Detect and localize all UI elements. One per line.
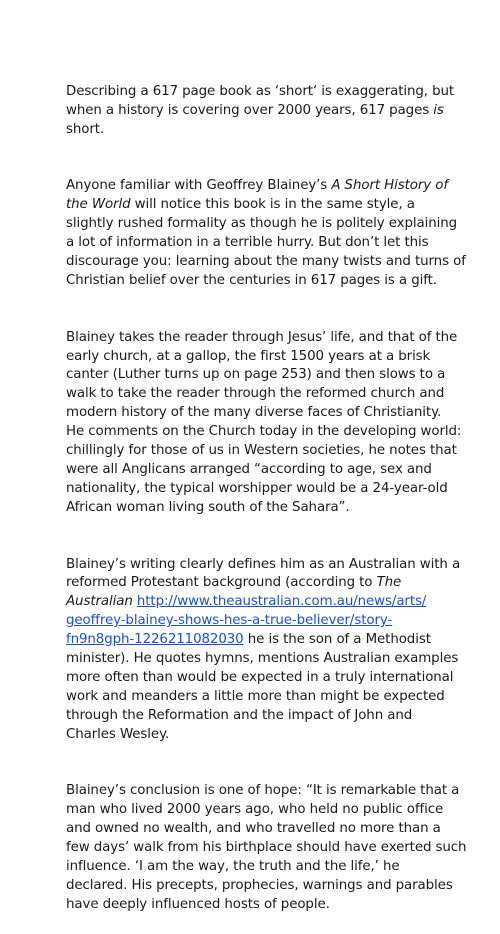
p4-text-b: he is the son of a Methodist minister). He quotes hymns, mentions Australian examples more often than would be expected in a truly international work and meanders a little more than might be expected through the Reformation and the impact of John and Charles Wesley. (66, 632, 459, 742)
paragraph-3 (66, 310, 500, 518)
paragraph-4 (66, 537, 500, 745)
p2-text-a: Anyone familiar with Geoffrey Blainey’s (66, 178, 332, 194)
p4-text-a: Blainey’s writing clearly defines him as an Australian with a reformed Protestant background (according to (66, 556, 461, 591)
article-link[interactable]: http://www.theaustralian.com.au/news/arts/ geoffrey-blainey-shows-hes-a-true-believer/story- fn9n8gph-1226211082030 (66, 594, 427, 648)
paragraph-1 (66, 64, 500, 140)
paragraph-2 (66, 159, 500, 291)
p2-italic-book-title: A Short History of the World (66, 178, 448, 213)
p1-text-a: Describing a 617 page book as ‘short‘ is exaggerating, but when a history is covering over 2000 years, 617 pages (66, 83, 455, 118)
p1-italic-is: is (433, 102, 444, 118)
p2-text-b: will notice this book is in the same style, a slightly rushed formality as though he is politely explaining a lot of information in a terrible hurry. But don’t let this discourage you: learning about the many twists and turns of Christian belief over the centuries in 617 pages is a gift. (66, 197, 466, 288)
document-page (66, 64, 500, 934)
p3-text: Blainey takes the reader through Jesus’ life, and that of the early church, at a gallop, the first 1500 years at a brisk canter (Luther turns up on page 253) and then slows to a walk to take the reader through the reformed church and modern history of the many diverse faces of Christianity. He comments on the Church today in the developing world: chillingly for those of us in Western societies, he notes that were all Anglicans arranged “according to age, sex and nationality, the typical worshipper would be a 24-year-old African woman living south of the Sahara”. (66, 329, 462, 515)
p1-text-b: short. (66, 121, 105, 137)
paragraph-5 (66, 763, 500, 914)
p4-italic-publication: The Australian (66, 575, 402, 610)
p5-text: Blainey’s conclusion is one of hope: “It is remarkable that a man who lived 2000 years ago, who held no public office and owned no wealth, and who travelled no more than a few days’ walk from his birthplace should have exerted such influence. ‘I am the way, the truth and the life,’ he declared. His precepts, prophecies, warnings and parables have deeply influenced hosts of people. (66, 783, 467, 912)
